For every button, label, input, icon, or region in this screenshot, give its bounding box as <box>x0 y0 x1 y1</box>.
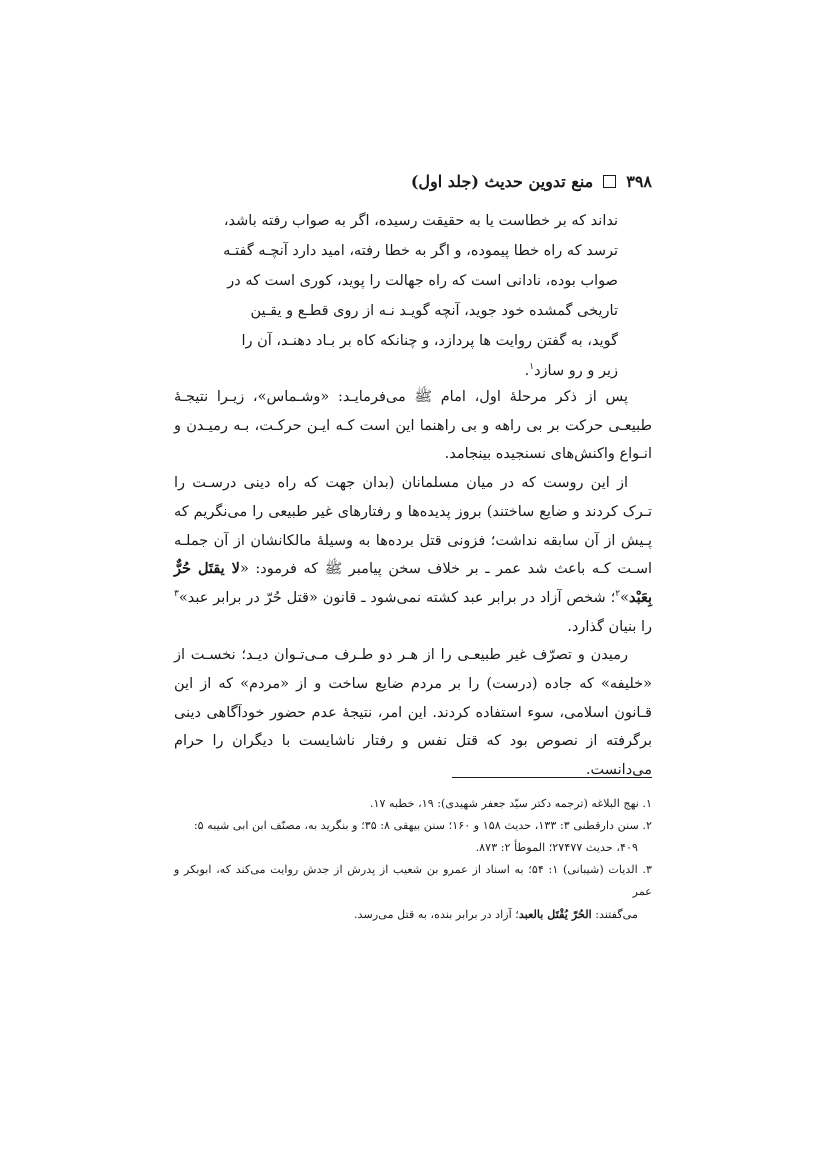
paragraph-2-text-c: ؛ شخص آزاد در برابر عبد کشته نمی‌شود ـ قانون «قتل حُرّ در برابر عبد» <box>178 589 616 606</box>
footnote-3-line-2 <box>174 903 652 926</box>
paragraph-2-text-b: » <box>620 589 629 606</box>
main-text <box>174 383 652 785</box>
paragraph-2-text-d: را بنیان گذارد. <box>567 618 652 635</box>
quoted-passage <box>198 206 618 386</box>
paragraph-1: پس از ذکر مرحلهٔ اول، امام ﷺ می‌فرمایـد: «وشـماس»، زیـرا نتیجـهٔ طبیعـی حرکت بر بی راهه و بی راهنما این است کـه ایـن حرکـت، بـه رمیـدن و انـواع واکنش‌های نسنجیده بینجامد. <box>174 389 652 463</box>
quote-line-last: زیر و رو سازد$^۱$. <box>524 362 618 379</box>
quote-line: صواب بوده، نادانی است که راه جهالت را پوید، کوری است که در <box>227 273 618 289</box>
footnote-2-line-1: ۲. سنن دارقطنی ۳: ۱۳۳، حدیث ۱۵۸ و ۱۶۰؛ سنن بیهقی ۸: ۳۵؛ و بنگرید به، مصنّف ابن ابی شیبه ۵: <box>193 819 652 832</box>
footnote-3-bold: الحُرّ یُقْتَل بالعبد <box>518 907 592 921</box>
paragraph-2-text-a: از این روست که در میان مسلمانان (بدان جهت که راه دینی درسـت را تـرک کردند و ضایع ساختند) بروز پدیده‌ها و رفتارهای غیر طبیعی را می‌نگریم که پـیش از آن سابقه نداشت؛ فزونی قتل برده‌ها به وسیلهٔ مالکانشان از آن جملـه اسـت کـه باعث شد عمر ـ بر خلاف سخن پیامبر ﷺ که فرمود: « <box>174 475 652 578</box>
footnote-2 <box>174 815 652 859</box>
footnote-ref-1[interactable]: ۱ <box>529 362 535 373</box>
paragraph-3: رمیدن و تصرّف غیر طبیعـی را از هـر دو طـرف مـی‌تـوان دیـد؛ نخسـت از «خلیفه» که جاده (درست) را بر مردم ضایع ساخت و از «مردم» که از این قـانون اسلامی، سوء استفاده کردند. این امر، نتیجهٔ عدم حضور خودآگاهی دینی برگرفته از نصوص بود که قتل نفس و رفتار ناشایست با دیگران را حرام می‌دانست. <box>174 647 652 779</box>
quote-line-text: زیر و رو سازد <box>534 363 618 379</box>
paragraph-2 <box>174 469 652 641</box>
quote-line: نداند که بر خطاست یا به حقیقت رسیده، اگر به صواب رفته باشد، <box>223 213 618 229</box>
footnote-3-line-1: ۳. الدیات (شیبانی) ۱: ۵۴؛ به اسناد از عمرو بن شعیب از پدرش از جدش روایت می‌کند که، ابوبکر و عمر <box>174 863 652 898</box>
footnote-2-line-2: ۴۰۹، حدیث ۲۷۴۷۷؛ الموطأ ۲: ۸۷۳. <box>475 841 638 854</box>
quote-line: گوید، به گفتن روایت ها پردازد، و چنانکه کاه بر بـاد دهنـد، آن را <box>241 333 618 349</box>
footnote-ref-2[interactable]: ۲ <box>615 589 621 600</box>
footnote-3-text-c: ؛ آزاد در برابر بنده، به قتل می‌رسد. <box>354 908 519 921</box>
book-title: منع تدوین حدیث (جلد اول) <box>410 172 594 191</box>
footnote-3-text-b: می‌گفتند: <box>591 908 638 921</box>
square-bullet-icon <box>603 175 616 188</box>
quote-line: تاریخی گمشده خود جوید، آنچه گویـد نـه از روی قطـع و یقـین <box>250 303 618 319</box>
page-number: ۳۹۸ <box>626 172 652 191</box>
running-header <box>411 172 652 191</box>
footnote-3 <box>174 859 652 926</box>
footnote-ref-3[interactable]: ۳ <box>174 589 179 600</box>
hadith-quote: لا یقتَل حُرٌّ بِعَبْد <box>174 560 652 606</box>
quote-line: ترسد که راه خطا پیموده، و اگر به خطا رفته، امید دارد آنچـه گفتـه <box>223 243 618 259</box>
footnote-divider <box>452 777 652 778</box>
footnotes <box>174 793 652 926</box>
footnote-1: ۱. نهج البلاغه (ترجمه دکتر سیّد جعفر شهیدی): ۱۹، خطبه ۱۷. <box>369 797 652 810</box>
